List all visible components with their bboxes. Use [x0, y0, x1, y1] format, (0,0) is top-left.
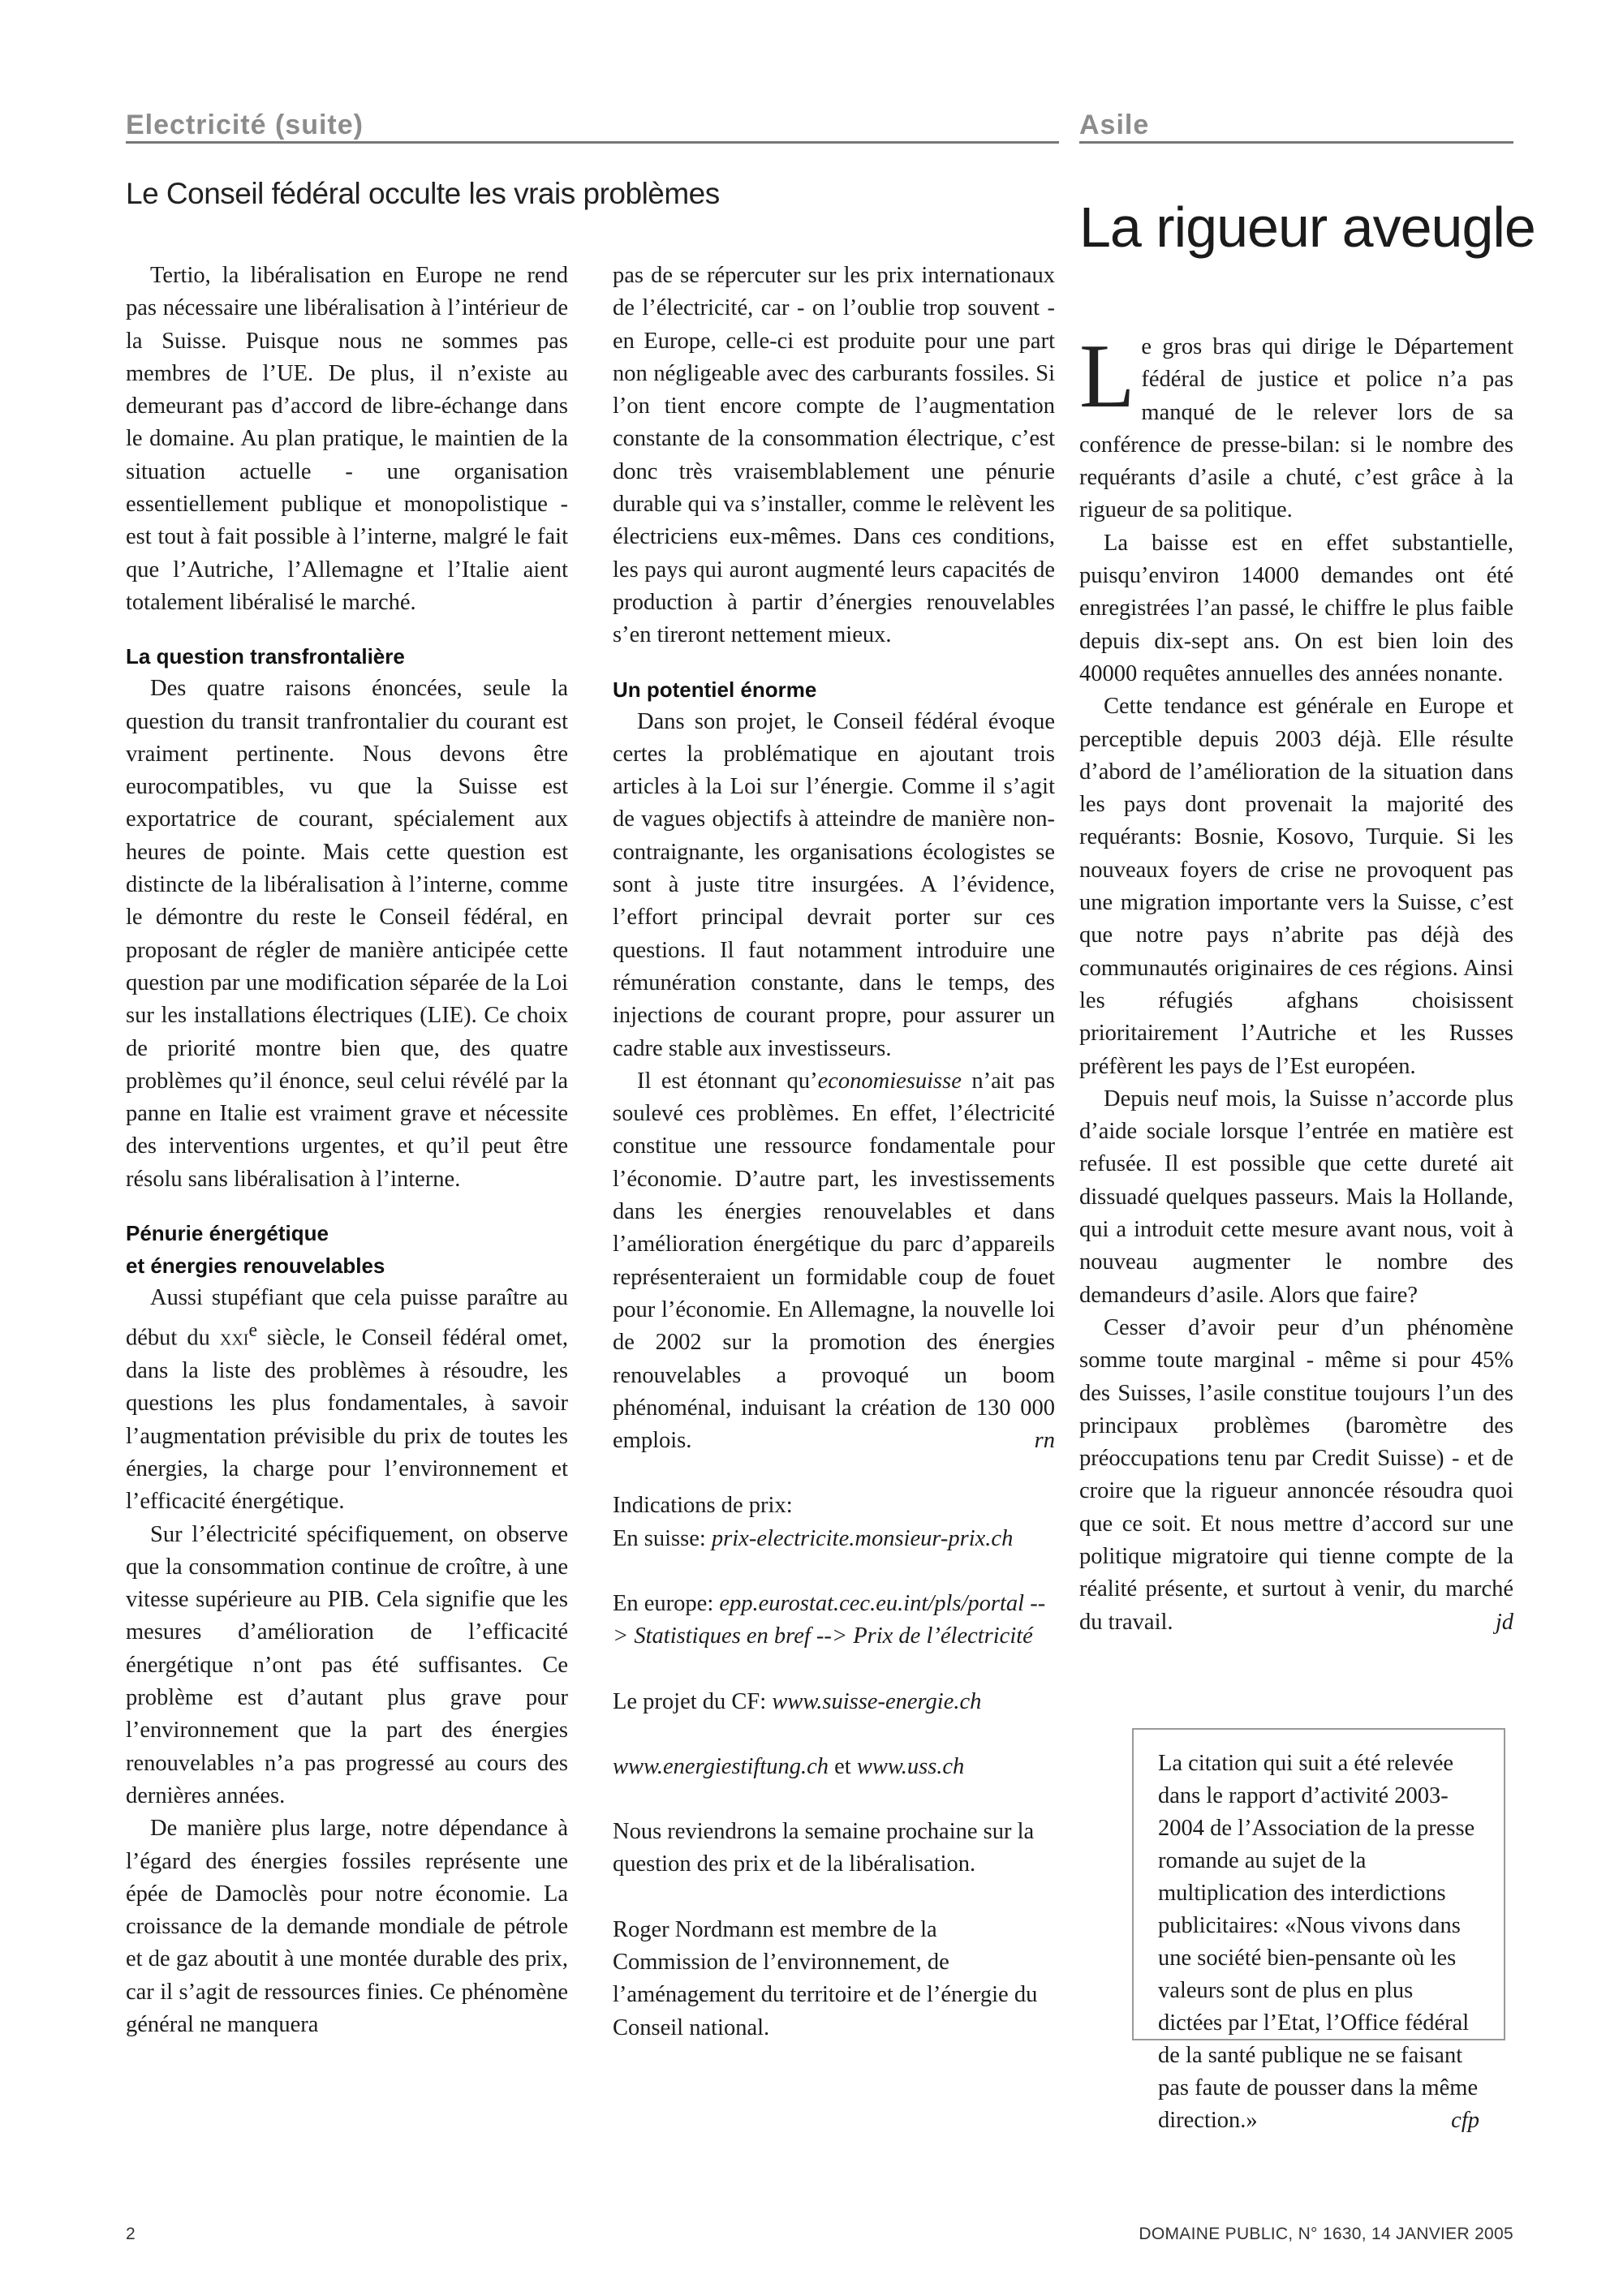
publication-info: DOMAINE PUBLIC, N° 1630, 14 JANVIER 2005 — [1139, 2225, 1513, 2243]
page-number: 2 — [126, 2225, 136, 2243]
text-run: Cesser d’avoir peur d’un phénomène somme toute marginal - même si pour 45% des Suisses, l’asile constitue toujours l’un des principaux problèmes (baromètre des préoccupations tenu par Credit Suisse) - et de croire que la rigueur annoncée résoudra quoi que ce soit. Et nous mettre d’accord sur une politique migratoire qui tienne compte de la réalité présente, et surtout à venir, du marché du travail. — [1079, 1314, 1513, 1635]
text-run: Il est étonnant qu’ — [637, 1068, 818, 1094]
reference-item — [613, 1588, 1055, 1653]
paragraph: pas de se répercuter sur les prix internationaux de l’électricité, car - on l’oublie trop souvent - en Europe, celle-ci est produite pour une part non négligeable avec des carburants fossiles. Si l’on tient encore compte de l’augmentation constante de la consommation électrique, c’est donc très vraisemblablement une pénurie durable qui va s’installer, comme le relèvent les électriciens eux-mêmes. Dans ces conditions, les pays qui auront augmenté leurs capacités de production à partir d’énergies renouvelables s’en tireront nettement mieux. — [613, 263, 1055, 648]
column-3 — [1079, 326, 1513, 1639]
organization-name: economiesuisse — [817, 1068, 962, 1094]
reference-prefix: Le projet du CF: — [613, 1688, 773, 1714]
reference-item — [613, 1686, 1055, 1718]
drop-cap: L — [1079, 326, 1135, 427]
paragraph: Tertio, la libéralisation en Europe ne rend pas nécessaire une libéralisation à l’intérieur de la Suisse. Puisque nous ne sommes pas membres de l’UE. De plus, il n’existe au demeurant pas d’accord de libre-échange dans le domaine. Au plan pratique, le maintien de la situation actuelle - une organisation essentiellement publique et monopolistique - est tout à fait possible à l’interne, malgré le fait que l’Autriche, l’Allemagne et l’Italie aient totalement libéralisé le marché. — [126, 263, 568, 615]
text-run: siècle, le Conseil fédéral omet, dans la liste des problèmes à résoudre, les questions les plus fondamentales, à savoir l’augmentation prévisible du prix de toutes les énergies, la charge pour l’environnement et l’efficacité énergétique. — [126, 1325, 568, 1515]
reference-item: Nous reviendrons la semaine prochaine sur la question des prix et de la libéralisation. — [613, 1819, 1035, 1877]
heading-line: et énergies renouvelables — [126, 1253, 385, 1279]
text-run: n’ait pas soulevé ces problèmes. En effet, l’électricité constitue une ressource fondamentale pour l’économie. D’autre part, les investissements dans les énergies renouvelables et dans l’amélioration énergétique du parc d’appareils représenteraient un formidable coup de fouet pour l’économie. En Allemagne, la nouvelle loi de 2002 sur la promotion des énergies renouvelables a provoqué un boom phénoménal, induisant la création de 130 000 emplois. — [613, 1068, 1056, 1454]
article-headline: La rigueur aveugle — [1079, 196, 1535, 259]
reference-link[interactable]: www.uss.ch — [856, 1753, 965, 1779]
paragraph: De manière plus large, notre dépendance à l’égard des énergies fossiles représente une épée de Damoclès pour notre économie. La croissance de la demande mondiale de pétrole et de gaz aboutit à une montée durable des prix, car il s’agit de ressources finies. Ce phénomène général ne manquera — [126, 1816, 568, 2038]
reference-prefix: En suisse: — [613, 1525, 712, 1551]
reference-link[interactable]: epp.eurostat.cec.eu.int/pls/portal --> Statistiques en bref --> Prix de l’électricité — [613, 1590, 1046, 1649]
reference-item — [613, 1751, 1055, 1783]
paragraph — [613, 1065, 1055, 1458]
section-heading: Un potentiel énorme — [613, 677, 817, 702]
reference-text: et — [828, 1753, 857, 1779]
text-run: e gros bras qui dirige le Département fédéral de justice et police n’a pas manqué de le relever lors de sa conférence de presse-bilan: si le nombre des requérants d’asile a chuté, c’est grâce à la rigueur de sa politique. — [1079, 334, 1513, 523]
column-1 — [126, 260, 568, 2041]
paragraph — [1079, 1312, 1513, 1639]
section-heading — [126, 1217, 568, 1282]
reference-link[interactable]: prix-electricite.monsieur-prix.ch — [711, 1525, 1014, 1551]
paragraph: Sur l’électricité spécifiquement, on observe que la consommation continue de croître, à une vitesse supérieure au PIB. Cela signifie que les mesures d’amélioration de l’efficacité énergétique n’ont pas été suffisantes. Ce problème est d’autant plus grave pour l’environnement que la part des énergies renouvelables n’a pas progressé au cours des dernières années. — [126, 1521, 568, 1808]
author-bio: Roger Nordmann est membre de la Commission de l’environnement, de l’aménagement du territoire et de l’énergie du Conseil national. — [613, 1916, 1038, 2040]
quote-text: La citation qui suit a été relevée dans le rapport d’activité 2003-2004 de l’Association de la presse romande au sujet de la multiplication des interdictions publicitaires: «Nous vivons dans une société bien-pensante où les valeurs sont de plus en plus dictées par l’Etat, l’Office fédéral de la santé publique ne se faisant pas faute de pousser dans la même direction.» — [1158, 1751, 1479, 2133]
paragraph: La baisse est en effet substantielle, puisqu’environ 14000 demandes ont été enregistrées l’an passé, le chiffre le plus faible depuis dix-sept ans. On est bien loin des 40000 requêtes annuelles des années nonante. — [1079, 530, 1513, 686]
text-run: Aussi stupéfiant que cela puisse paraître au début du — [126, 1285, 568, 1351]
section-header-electricite: Electricité (suite) — [126, 109, 1059, 144]
heading-line: Pénurie énergétique — [126, 1221, 329, 1246]
references — [613, 1490, 1055, 2044]
column-2 — [613, 260, 1055, 2077]
paragraph: Cette tendance est générale en Europe et perceptible depuis 2003 déjà. Elle résulte d’abord de l’amélioration de la situation dans les pays dont provenait la majorité des requérants: Bosnie, Kosovo, Turquie. Si les nouveaux foyers de crise ne provoquent pas une migration importante vers la Suisse, c’est que notre pays n’abrite pas déjà des communautés originaires de ces régions. Ainsi les réfugiés afghans choisissent prioritairement l’Autriche et les Russes préfèrent les pays de l’Est européen. — [1079, 694, 1513, 1079]
paragraph: Dans son projet, le Conseil fédéral évoque certes la problématique en ajoutant trois articles à la Loi sur l’énergie. Comme il s’agit de vagues objectifs à atteindre de manière non-contraignante, les organisations écologistes se sont à juste titre insurgées. A l’évidence, l’effort principal devrait porter sur ces questions. Il faut notamment introduire une rémunération constante, dans le temps, des injections de courant propre, pour assurer un cadre stable aux investisseurs. — [613, 708, 1055, 1061]
reference-link[interactable]: www.suisse-energie.ch — [772, 1688, 982, 1714]
quote-box — [1132, 1728, 1505, 2133]
author-initials: jd — [1495, 1609, 1513, 1635]
author-initials: cfp — [1451, 2108, 1479, 2133]
reference-prefix: En europe: — [613, 1590, 720, 1616]
reference-link[interactable]: www.energiestiftung.ch — [613, 1753, 829, 1779]
author-initials: rn — [1034, 1428, 1055, 1454]
article-subtitle: Le Conseil fédéral occulte les vrais problèmes — [126, 177, 720, 210]
paragraph: Des quatre raisons énoncées, seule la question du transit tranfrontalier du courant est vraiment pertinente. Nous devons être eurocompatibles, vu que la Suisse est exportatrice de courant, spécialement aux heures de pointe. Mais cette question est distincte de la libéralisation à l’interne, comme le démontre du reste le Conseil fédéral, en proposant de régler de manière anticipée cette question par une modification séparée de la Loi sur les installations électriques (LIE). Ce choix de priorité montre bien que, des quatre problèmes qu’il énonce, seul celui révélé par la panne en Italie est vraiment grave et nécessite des interventions urgentes, et qu’il peut être résolu sans libéralisation à l’interne. — [126, 676, 568, 1192]
paragraph — [1079, 326, 1513, 527]
section-header-asile: Asile — [1079, 109, 1513, 144]
reference-label: Indications de prix: — [613, 1493, 793, 1519]
paragraph: Depuis neuf mois, la Suisse n’accorde plus d’aide sociale lorsque l’entrée en matière est refusée. Il est possible que cette dureté ait dissuadé quelques passeurs. Mais la Hollande, qui a introduit cette mesure avant nous, voit à nouveau augmenter le nombre des demandeurs d’asile. Alors que faire? — [1079, 1086, 1513, 1308]
reference-item — [613, 1490, 1055, 1555]
century-numeral: xxi — [219, 1325, 249, 1351]
section-heading: La question transfrontalière — [126, 644, 405, 669]
superscript: e — [248, 1320, 257, 1342]
paragraph — [126, 1282, 568, 1519]
